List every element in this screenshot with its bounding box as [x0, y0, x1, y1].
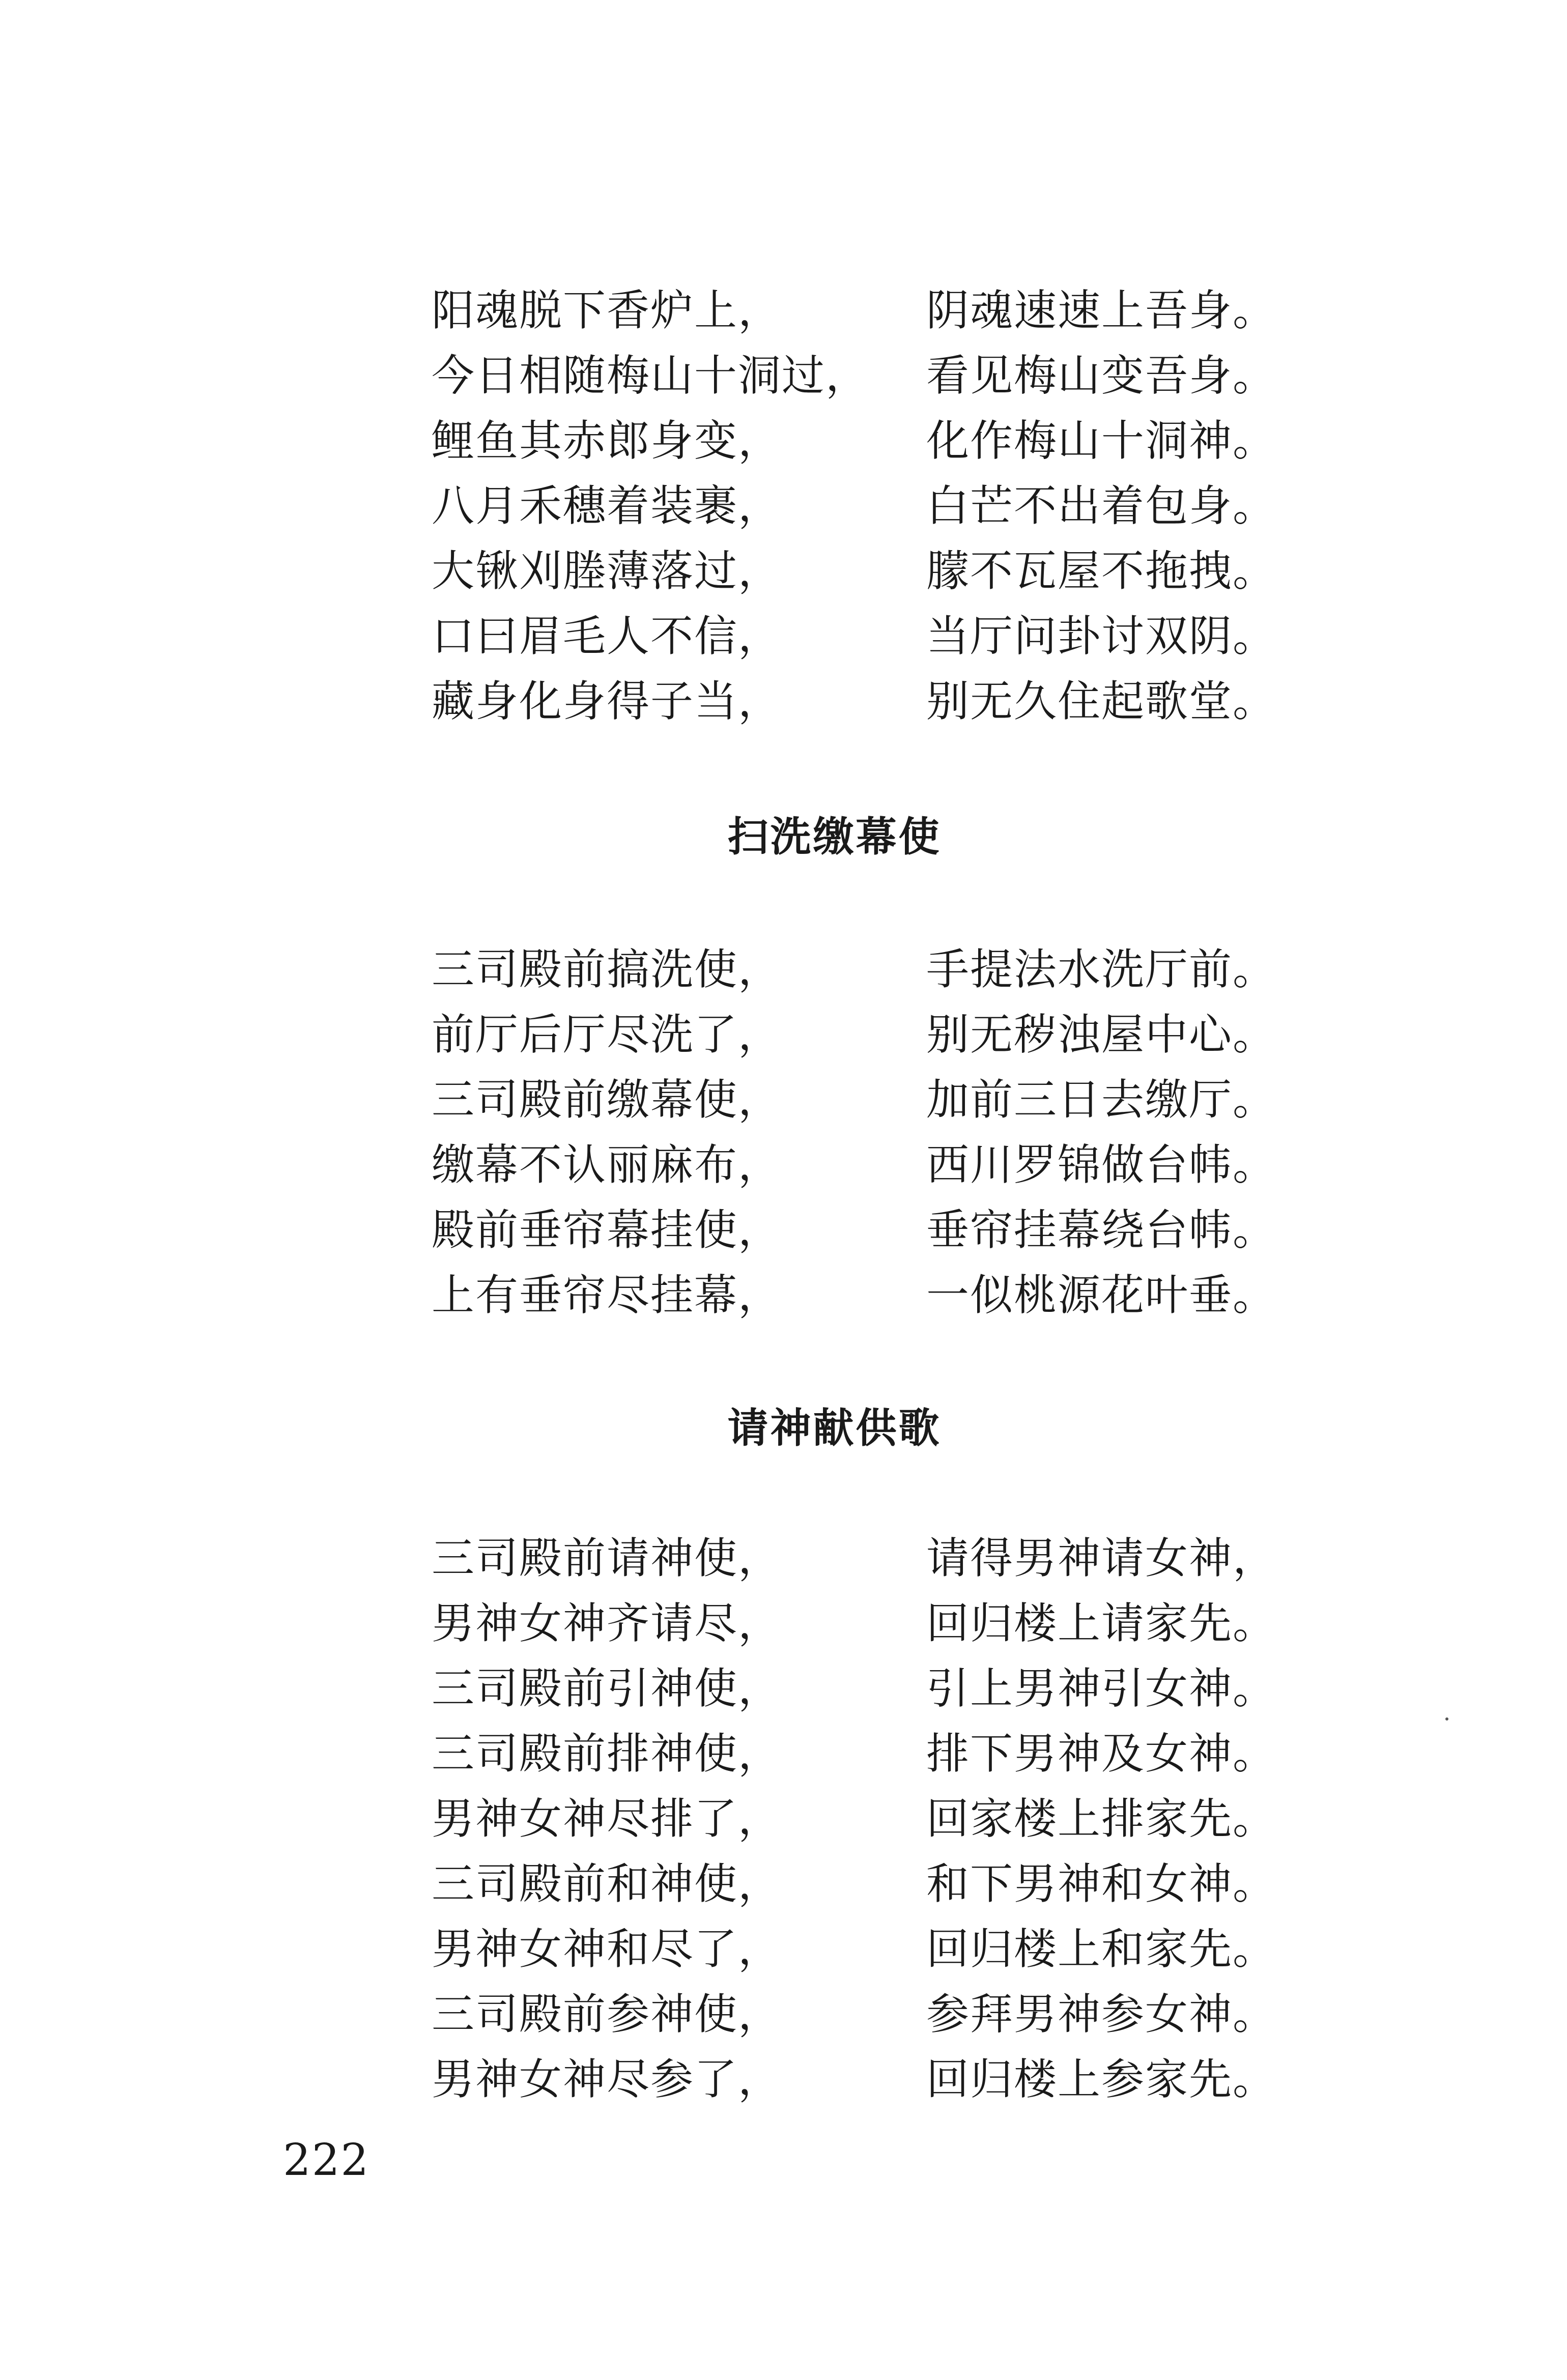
verse-left: 阳魂脱下香炉上，: [432, 285, 782, 335]
verse-left: 三司殿前和神使，: [432, 1859, 782, 1909]
page-number: 222: [283, 2135, 370, 2186]
verse-block-2: [0, 944, 1567, 1335]
verse-left: 缴幕不认丽麻布，: [432, 1140, 782, 1190]
verse-right: 别无秽浊屋中心。: [926, 1010, 1277, 1059]
verse-right: 化作梅山十洞神。: [926, 416, 1277, 466]
verse-right: 看见梅山变吾身。: [926, 351, 1277, 400]
verse-right: 引上男神引女神。: [926, 1664, 1277, 1713]
verse-line: [0, 1270, 1567, 1335]
verse-left: 口曰眉毛人不信，: [432, 611, 782, 661]
verse-left: 男神女神齐请尽，: [432, 1598, 782, 1648]
verse-left: 大锹刈塍薄落过，: [432, 546, 782, 596]
verse-line: [0, 1989, 1567, 2054]
verse-left: 三司殿前参神使，: [432, 1989, 782, 2039]
verse-block-3: [0, 1533, 1567, 2119]
verse-right: 白芒不出着包身。: [926, 481, 1277, 531]
verse-line: [0, 676, 1567, 741]
verse-left: 三司殿前请神使，: [432, 1533, 782, 1583]
verse-left: 男神女神和尽了，: [432, 1924, 782, 1974]
verse-line: [0, 285, 1567, 350]
verse-right: 参拜男神参女神。: [926, 1989, 1277, 2039]
verse-line: [0, 1139, 1567, 1205]
verse-line: [0, 1728, 1567, 1793]
verse-right: 和下男神和女神。: [926, 1859, 1277, 1909]
verse-left: 前厅后厅尽洗了，: [432, 1010, 782, 1059]
verse-right: 回家楼上排家先。: [926, 1794, 1277, 1844]
verse-right: 回归楼上和家先。: [926, 1924, 1277, 1974]
verse-right: 阴魂速速上吾身。: [926, 285, 1277, 335]
verse-right: 回归楼上参家先。: [926, 2054, 1277, 2104]
verse-line: [0, 546, 1567, 611]
verse-left: 三司殿前搞洗使，: [432, 944, 782, 994]
verse-left: 藏身化身得子当，: [432, 676, 782, 726]
verse-left: 上有垂帘尽挂幕，: [432, 1270, 782, 1320]
verse-right: 回归楼上请家先。: [926, 1598, 1277, 1648]
verse-left: 鲤鱼其赤郎身变，: [432, 416, 782, 466]
verse-left: 三司殿前引神使，: [432, 1664, 782, 1713]
verse-right: 手提法水洗厅前。: [926, 944, 1277, 994]
verse-left: 男神女神尽参了，: [432, 2054, 782, 2104]
verse-left: 三司殿前缴幕使，: [432, 1075, 782, 1125]
verse-line: [0, 611, 1567, 676]
verse-line: [0, 2054, 1567, 2119]
verse-block-1: [0, 285, 1567, 741]
verse-line: [0, 1924, 1567, 1989]
verse-line: [0, 1663, 1567, 1728]
verse-line: [0, 415, 1567, 480]
verse-left: 三司殿前排神使，: [432, 1729, 782, 1779]
verse-line: [0, 1205, 1567, 1270]
verse-left: 男神女神尽排了，: [432, 1794, 782, 1844]
verse-line: [0, 350, 1567, 415]
section-title: 扫洗缴幕使: [727, 813, 942, 861]
verse-right: 一似桃源花叶垂。: [926, 1270, 1277, 1320]
verse-line: [0, 1074, 1567, 1139]
verse-line: [0, 1793, 1567, 1858]
verse-right: 请得男神请女神，: [926, 1533, 1277, 1583]
verse-line: [0, 480, 1567, 546]
verse-line: [0, 1858, 1567, 1924]
verse-right: 别无久住起歌堂。: [926, 676, 1277, 726]
verse-right: 西川罗锦做台帏。: [926, 1140, 1277, 1190]
verse-line: [0, 944, 1567, 1009]
verse-left: 殿前垂帘幕挂使，: [432, 1205, 782, 1255]
verse-line: [0, 1598, 1567, 1663]
verse-left: 今日相随梅山十洞过，: [432, 351, 870, 400]
verse-right: 垂帘挂幕绕台帏。: [926, 1205, 1277, 1255]
verse-right: 朦不瓦屋不拖拽。: [926, 546, 1277, 596]
verse-left: 八月禾穗着装裹，: [432, 481, 782, 531]
scan-speck: [1445, 1717, 1448, 1721]
verse-line: [0, 1533, 1567, 1598]
verse-right: 排下男神及女神。: [926, 1729, 1277, 1779]
verse-right: 当厅问卦讨双阴。: [926, 611, 1277, 661]
verse-line: [0, 1009, 1567, 1074]
section-title: 请神献供歌: [727, 1404, 942, 1452]
verse-right: 加前三日去缴厅。: [926, 1075, 1277, 1125]
